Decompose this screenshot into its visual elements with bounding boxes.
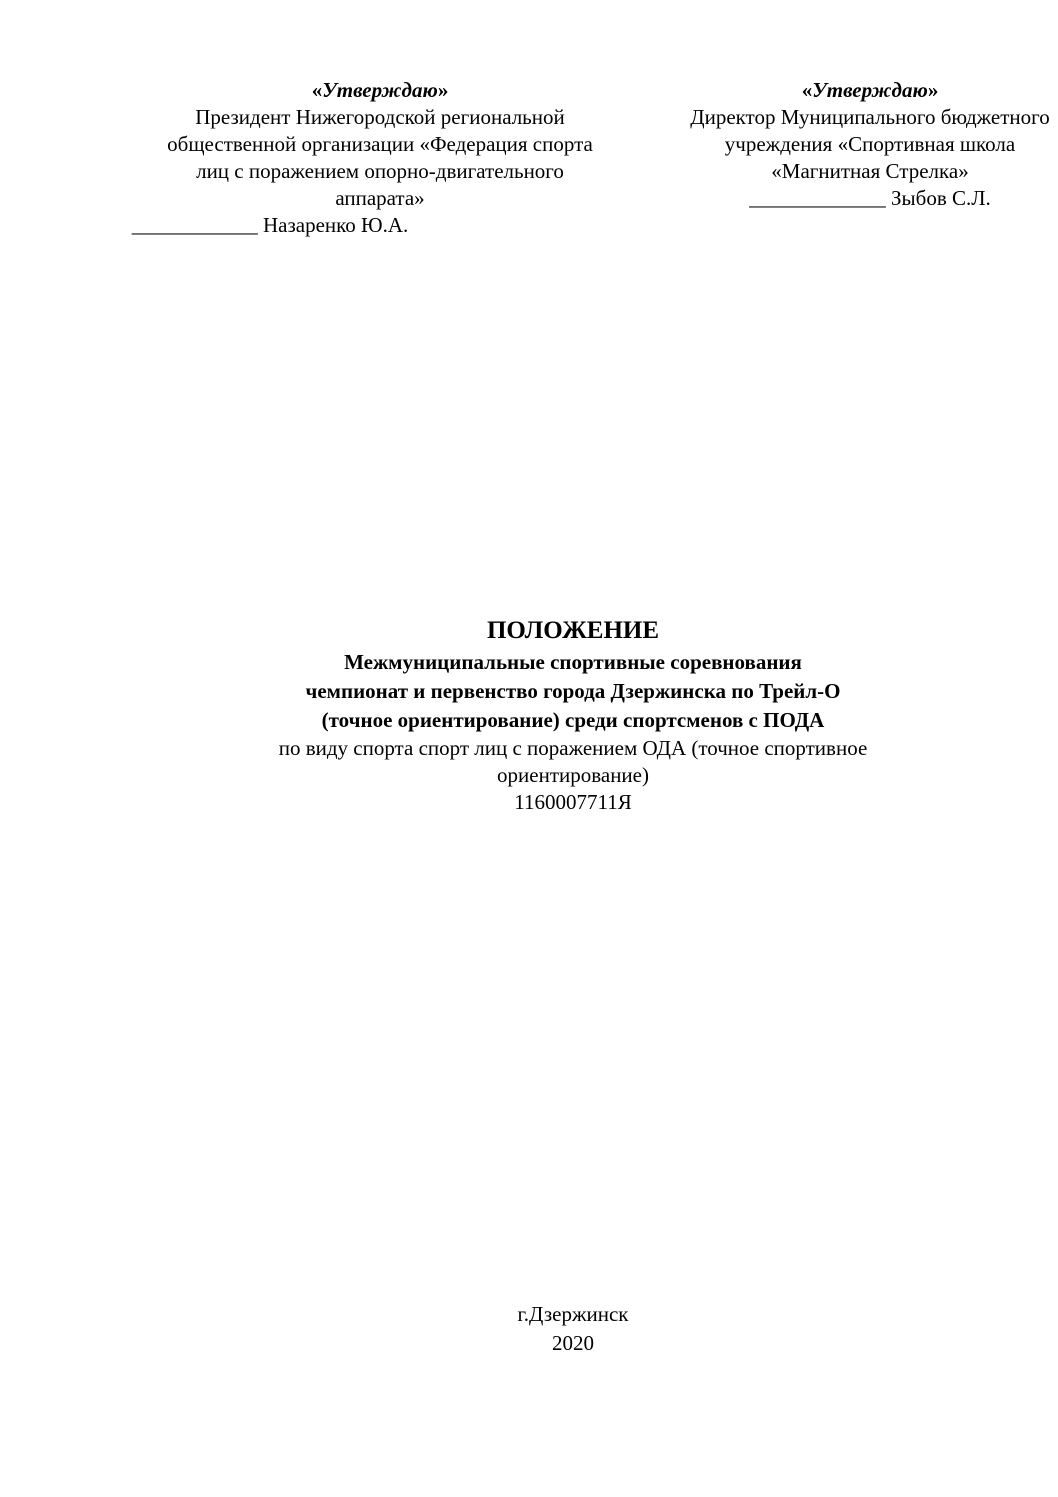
document-subtitle-line: (точное ориентирование) среди спортсменов с ПОДА	[321, 708, 825, 732]
approval-right-heading: «Утверждаю»	[801, 78, 939, 102]
approval-right-line: учреждения «Спортивная школа	[724, 132, 1016, 156]
document-title-block	[0, 614, 1058, 816]
approval-left-line: аппарата»	[335, 186, 425, 210]
document-title: ПОЛОЖЕНИЕ	[486, 617, 660, 644]
approval-right-signature: _____________ Зыбов С.Л.	[749, 186, 991, 210]
document-sport-line: по виду спорта спорт лиц с поражением ОДА (точное спортивное	[278, 736, 868, 760]
document-subtitle-line: Межмуниципальные спортивные соревнования	[344, 650, 802, 674]
approval-right-line: «Магнитная Стрелка»	[771, 159, 969, 183]
document-footer	[0, 1300, 1058, 1358]
document-sport-line: ориентирование)	[497, 763, 649, 787]
document-sport-code: 1160007711Я	[514, 790, 632, 814]
approval-right-line: Директор Муниципального бюджетного	[690, 105, 1050, 129]
approval-left-line: Президент Нижегородской региональной	[195, 105, 565, 129]
approval-left-signature: ____________ Назаренко Ю.А.	[131, 213, 409, 237]
approval-left-line: лиц с поражением опорно-двигательного	[196, 159, 564, 183]
footer-year: 2020	[552, 1331, 594, 1355]
approval-left	[60, 77, 700, 239]
footer-city: г.Дзержинск	[517, 1302, 629, 1326]
approval-left-line: общественной организации «Федерация спорта	[167, 132, 593, 156]
approval-left-heading: «Утверждаю»	[311, 78, 449, 102]
approval-right	[650, 77, 1058, 212]
document-subtitle-line: чемпионат и первенство города Дзержинска по Трейл-О	[305, 679, 841, 703]
